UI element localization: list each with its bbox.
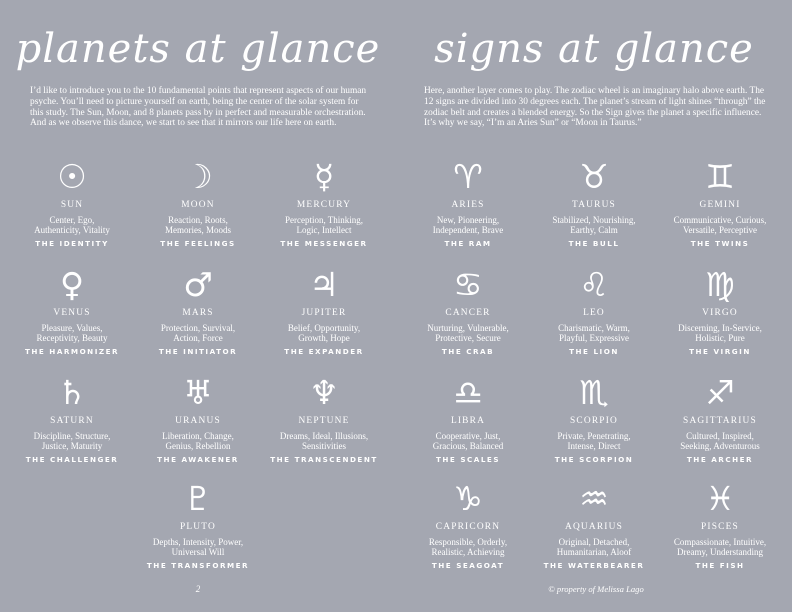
pluto-symbol-icon: ♇ <box>183 479 213 518</box>
sagittarius-symbol-icon: ♐ <box>705 373 735 412</box>
sign-name: LEO <box>583 308 605 318</box>
mars-symbol-icon: ♂ <box>183 265 213 304</box>
venus-symbol-icon: ♀ <box>59 265 85 304</box>
sign-card-gemini <box>660 158 780 248</box>
planet-keywords: Belief, Opportunity, Growth, Hope <box>287 323 361 344</box>
virgo-symbol-icon: ♍ <box>705 265 735 304</box>
sign-card-cancer <box>408 266 528 356</box>
planet-keywords: Center, Ego, Authenticity, Vitality <box>34 215 110 236</box>
sign-keywords: Stabilized, Nourishing, Earthy, Calm <box>552 215 636 236</box>
sign-archetype: THE CRAB <box>441 347 495 357</box>
saturn-symbol-icon: ♄ <box>57 373 87 412</box>
sign-name: SAGITTARIUS <box>683 416 757 426</box>
sign-card-taurus <box>534 158 654 248</box>
sign-name: GEMINI <box>699 200 741 210</box>
sign-card-capricorn <box>408 480 528 570</box>
planet-archetype: THE EXPANDER <box>284 347 364 357</box>
sign-card-libra <box>408 374 528 464</box>
planet-name: NEPTUNE <box>298 416 350 426</box>
jupiter-symbol-icon: ♃ <box>309 265 339 304</box>
sun-symbol-icon: ☉ <box>57 157 87 196</box>
intro-paragraph: Here, another layer comes to play. The zodiac wheel is an imaginary halo above earth. The 12 signs are divided into 30 degrees each. The planet’s stream of light shines “through” the zodiac belt and creates a blended energy. So the Sign gives the planet a specific influence. It’s why we say, “I’m an Aries Sun” or “Moon in Taurus.” <box>424 86 766 129</box>
pisces-symbol-icon: ♓ <box>705 479 735 518</box>
planet-name: SATURN <box>50 416 94 426</box>
planet-name: MOON <box>181 200 215 210</box>
sign-card-leo <box>534 266 654 356</box>
sign-archetype: THE SEAGOAT <box>431 561 505 571</box>
sign-archetype: THE SCORPION <box>554 455 634 465</box>
gemini-symbol-icon: ♊ <box>705 157 735 196</box>
planet-archetype: THE CHALLENGER <box>25 455 119 465</box>
planet-archetype: THE TRANSCENDENT <box>270 455 378 465</box>
planet-card-mercury <box>264 158 384 248</box>
planet-archetype: THE HARMONIZER <box>24 347 120 357</box>
sign-archetype: THE SCALES <box>435 455 500 465</box>
sign-name: VIRGO <box>702 308 738 318</box>
capricorn-symbol-icon: ♑ <box>453 479 483 518</box>
planet-keywords: Protection, Survival, Action, Force <box>160 323 236 344</box>
taurus-symbol-icon: ♉ <box>579 157 609 196</box>
aquarius-symbol-icon: ♒ <box>579 479 609 518</box>
sign-card-aries <box>408 158 528 248</box>
sign-keywords: Cooperative, Just, Gracious, Balanced <box>432 431 504 452</box>
uranus-symbol-icon: ♅ <box>183 373 213 412</box>
planet-archetype: THE FEELINGS <box>160 239 236 249</box>
cancer-symbol-icon: ♋ <box>453 265 483 304</box>
sign-archetype: THE BULL <box>568 239 620 249</box>
sign-keywords: Cultured, Inspired, Seeking, Adventurous <box>680 431 760 452</box>
page-title: planets at glance <box>15 26 381 72</box>
sign-name: CAPRICORN <box>435 522 501 532</box>
planet-card-moon <box>138 158 258 248</box>
sign-card-aquarius <box>534 480 654 570</box>
planet-keywords: Reaction, Roots, Memories, Moods <box>165 215 231 236</box>
sign-archetype: THE FISH <box>695 561 745 571</box>
sign-name: ARIES <box>451 200 485 210</box>
planet-keywords: Depths, Intensity, Power, Universal Will <box>152 537 244 558</box>
sign-keywords: Compassionate, Intuitive, Dreamy, Understanding <box>673 537 767 558</box>
sign-keywords: New, Pioneering, Independent, Brave <box>432 215 504 236</box>
sign-card-sagittarius <box>660 374 780 464</box>
planet-card-mars <box>138 266 258 356</box>
sign-name: LIBRA <box>450 416 486 426</box>
planet-name: JUPITER <box>301 308 347 318</box>
planet-keywords: Perception, Thinking, Logic, Intellect <box>284 215 364 236</box>
sign-archetype: THE VIRGIN <box>689 347 751 357</box>
planet-archetype: THE INITIATOR <box>158 347 238 357</box>
sign-keywords: Original, Detached, Humanitarian, Aloof <box>556 537 632 558</box>
planet-name: MARS <box>182 308 214 318</box>
sign-card-pisces <box>660 480 780 570</box>
planet-card-venus <box>12 266 132 356</box>
scorpio-symbol-icon: ♏ <box>579 373 609 412</box>
planet-archetype: THE IDENTITY <box>35 239 109 249</box>
sign-archetype: THE ARCHER <box>686 455 754 465</box>
sign-name: CANCER <box>445 308 491 318</box>
planet-card-pluto <box>138 480 258 570</box>
planet-archetype: THE MESSENGER <box>280 239 368 249</box>
aries-symbol-icon: ♈ <box>453 157 483 196</box>
sign-name: AQUARIUS <box>564 522 624 532</box>
sign-keywords: Communicative, Curious, Versatile, Perceptive <box>673 215 767 236</box>
leo-symbol-icon: ♌ <box>579 265 609 304</box>
planet-card-neptune <box>264 374 384 464</box>
planet-card-uranus <box>138 374 258 464</box>
page-title: signs at glance <box>434 26 754 72</box>
planet-keywords: Discipline, Structure, Justice, Maturity <box>33 431 111 452</box>
copyright-notice: © property of Melissa Lago <box>548 584 644 594</box>
sign-archetype: THE TWINS <box>690 239 750 249</box>
sign-keywords: Private, Penetrating, Intense, Direct <box>557 431 631 452</box>
sign-archetype: THE WATERBEARER <box>543 561 645 571</box>
sign-keywords: Discerning, In-Service, Holistic, Pure <box>678 323 762 344</box>
neptune-symbol-icon: ♆ <box>309 373 339 412</box>
sign-archetype: THE LION <box>569 347 619 357</box>
sign-card-scorpio <box>534 374 654 464</box>
planet-name: SUN <box>60 200 84 210</box>
mercury-symbol-icon: ☿ <box>313 157 335 196</box>
libra-symbol-icon: ♎ <box>453 373 483 412</box>
sign-archetype: THE RAM <box>444 239 492 249</box>
right-page <box>396 0 792 612</box>
planet-card-saturn <box>12 374 132 464</box>
sign-name: SCORPIO <box>570 416 618 426</box>
planet-card-jupiter <box>264 266 384 356</box>
planet-name: VENUS <box>53 308 91 318</box>
sign-card-virgo <box>660 266 780 356</box>
moon-symbol-icon: ☽ <box>183 157 213 196</box>
sign-name: PISCES <box>701 522 739 532</box>
planet-keywords: Dreams, Ideal, Illusions, Sensitivities <box>279 431 369 452</box>
planet-name: URANUS <box>175 416 221 426</box>
planet-keywords: Liberation, Change, Genius, Rebellion <box>162 431 234 452</box>
planet-archetype: THE AWAKENER <box>157 455 239 465</box>
planet-archetype: THE TRANSFORMER <box>146 561 250 571</box>
page-number: 2 <box>195 584 201 594</box>
intro-paragraph: I’d like to introduce you to the 10 fundamental points that represent aspects of our human psyche. You’ll need to picture yourself on earth, being the center of the solar system for this study. The Sun, Moon, and 8 planets pass by in perfect and measurable orchestration. And as we observe this dance, we start to see that it mirrors our life here on earth. <box>30 86 367 129</box>
sign-keywords: Responsible, Orderly, Realistic, Achieving <box>428 537 508 558</box>
planet-name: PLUTO <box>179 522 217 532</box>
planet-card-sun <box>12 158 132 248</box>
sign-name: TAURUS <box>572 200 616 210</box>
planet-name: MERCURY <box>296 200 352 210</box>
sign-keywords: Nurturing, Vulnerable, Protective, Secure <box>427 323 509 344</box>
sign-keywords: Charismatic, Warm, Playful, Expressive <box>558 323 630 344</box>
planet-keywords: Pleasure, Values, Receptivity, Beauty <box>36 323 108 344</box>
